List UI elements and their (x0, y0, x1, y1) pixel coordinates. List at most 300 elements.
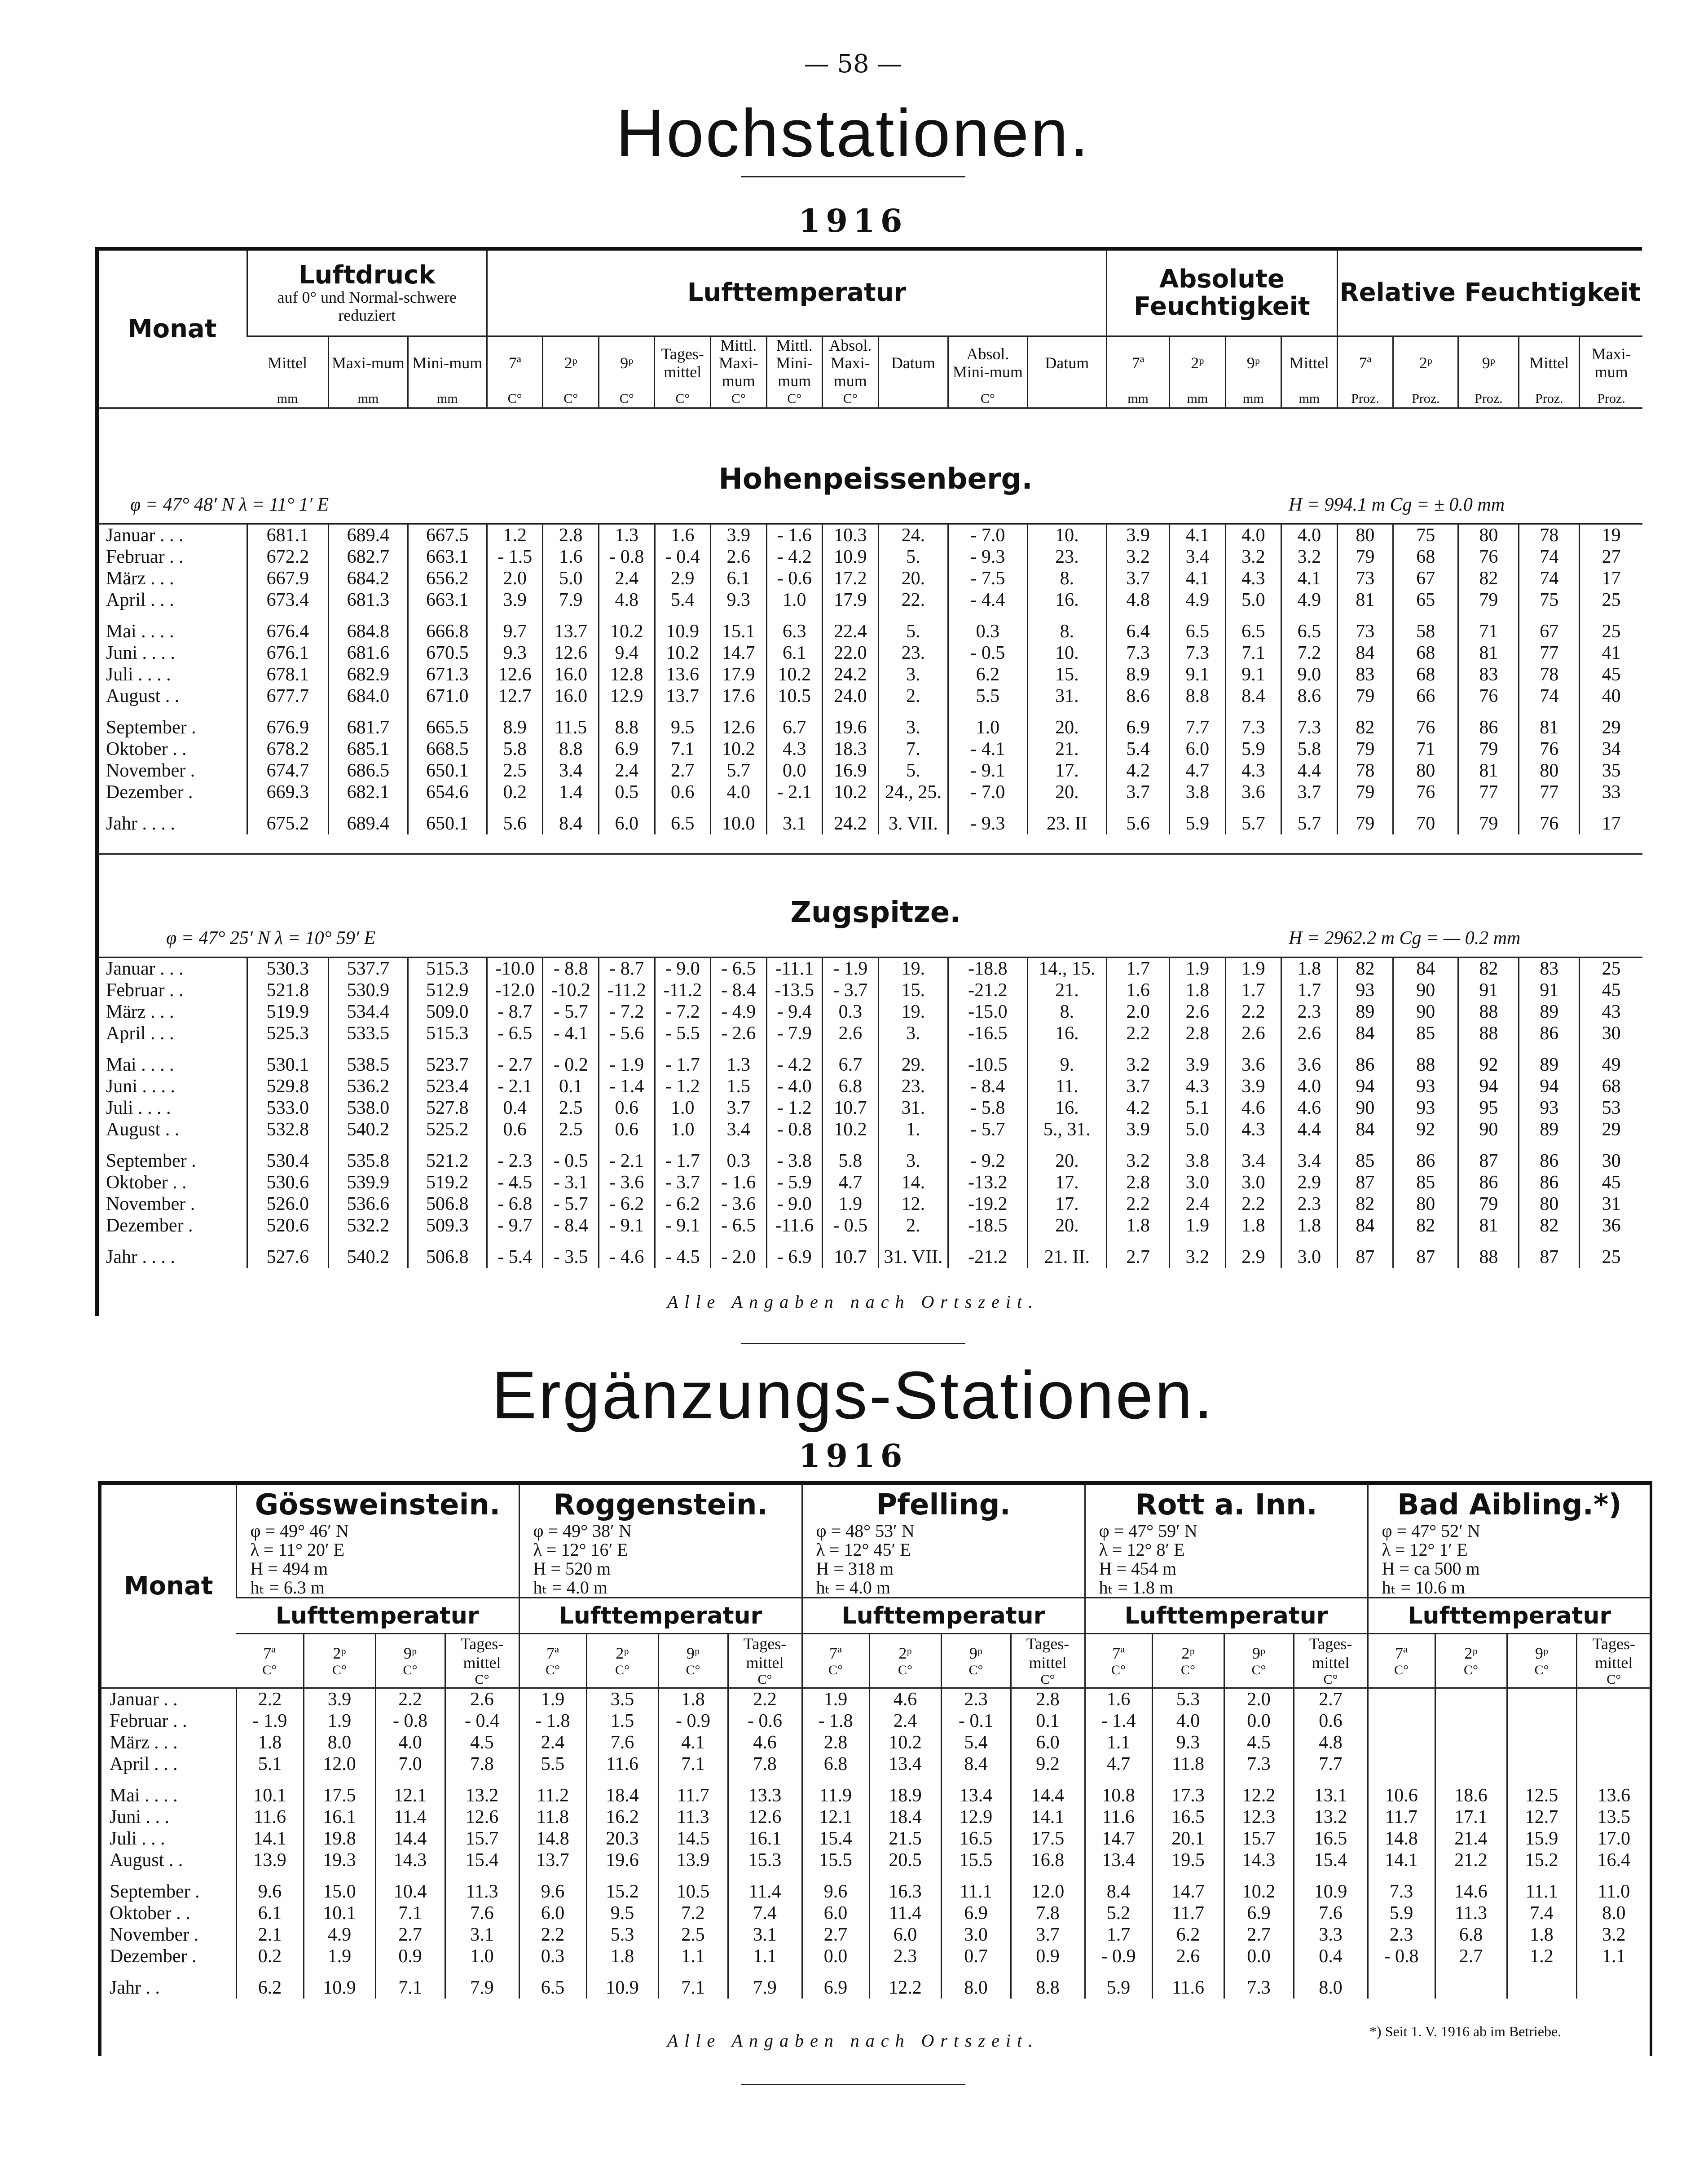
value-cell: 17 (1580, 803, 1642, 834)
erg-col-label: Tages-mittel (460, 1635, 504, 1672)
value-cell (1435, 1753, 1507, 1775)
value-cell: 12.6 (728, 1806, 802, 1828)
value-cell: - 2.1 (766, 781, 823, 803)
value-cell: 90 (1393, 980, 1458, 1001)
value-cell: - 5.8 (948, 1097, 1027, 1119)
col-unit-13: mm (1107, 390, 1170, 408)
value-cell: 2.2 (1225, 1193, 1281, 1215)
value-cell: 532.2 (329, 1215, 408, 1236)
value-cell: 4.4 (1281, 760, 1338, 781)
table-row (98, 1215, 1642, 1236)
value-cell: 21.4 (1435, 1828, 1507, 1849)
value-cell: 1. (878, 1119, 948, 1140)
value-cell: 12.3 (1224, 1806, 1294, 1828)
value-cell: 671.3 (408, 664, 487, 685)
value-cell: 1.0 (655, 1097, 711, 1119)
value-cell: 3.6 (1225, 781, 1281, 803)
value-cell: - 1.6 (711, 1172, 767, 1193)
col-unit-4: C° (543, 390, 599, 408)
value-cell: 15.4 (1294, 1849, 1368, 1871)
value-cell: 94 (1337, 1076, 1393, 1097)
value-cell: 2.3 (1281, 1001, 1338, 1023)
erg-col-head (941, 1634, 1011, 1688)
value-cell: 5.8 (487, 738, 543, 760)
value-cell: 1.3 (711, 1044, 767, 1076)
value-cell: 11.4 (869, 1902, 941, 1924)
value-cell: 10.7 (823, 1097, 879, 1119)
value-cell: 530.9 (329, 980, 408, 1001)
value-cell: 74 (1519, 568, 1580, 589)
value-cell: 3. (878, 664, 948, 685)
value-cell: 4.0 (1281, 1076, 1338, 1097)
value-cell: 2.7 (655, 760, 711, 781)
table-row (98, 980, 1642, 1001)
value-cell: - 5.6 (599, 1023, 655, 1044)
value-cell: - 4.5 (655, 1236, 711, 1268)
value-cell: 3.2 (1281, 546, 1338, 568)
value-cell (1507, 1753, 1576, 1775)
value-cell: 8.8 (599, 707, 655, 738)
col-unit-18: Proz. (1393, 390, 1458, 408)
value-cell: 8.6 (1281, 685, 1338, 707)
value-cell: -10.0 (487, 958, 543, 980)
value-cell: 17. (1027, 1193, 1106, 1215)
value-cell: - 8.7 (599, 958, 655, 980)
lufttemperatur-label: Lufttemperatur (1085, 1598, 1368, 1634)
value-cell: 79 (1337, 685, 1393, 707)
value-cell: 13.2 (445, 1775, 519, 1806)
value-cell: 4.7 (1170, 760, 1226, 781)
value-cell: 11.1 (941, 1871, 1011, 1902)
value-cell: 14.8 (1368, 1828, 1435, 1849)
value-cell: 81 (1458, 642, 1519, 664)
value-cell: - 1.9 (236, 1710, 304, 1732)
value-cell: 92 (1393, 1119, 1458, 1140)
col-head-18: 2ᵖ (1393, 336, 1458, 390)
value-cell: 10.9 (823, 546, 879, 568)
value-cell: 2.7 (1107, 1236, 1170, 1268)
table-row (101, 1828, 1651, 1849)
value-cell: 23. (878, 1076, 948, 1097)
value-cell: 14.1 (1011, 1806, 1085, 1828)
value-cell: 85 (1393, 1172, 1458, 1193)
value-cell: 1.5 (586, 1710, 658, 1732)
month-cell: Dezember . (106, 782, 193, 803)
value-cell: - 1.4 (1085, 1710, 1152, 1732)
value-cell: 7.2 (1281, 642, 1338, 664)
col-unit-12 (1027, 390, 1106, 408)
year-1916-erg: 1916 (798, 1437, 908, 1474)
value-cell: 4.9 (304, 1924, 375, 1946)
erg-col-label: 7ª (1395, 1644, 1408, 1662)
value-cell: - 4.0 (766, 1076, 823, 1097)
value-cell: 5. (878, 760, 948, 781)
value-cell: 529.8 (247, 1076, 329, 1097)
value-cell: 5.0 (1225, 589, 1281, 611)
value-cell: 4.4 (1281, 1119, 1338, 1140)
erg-col-head (728, 1634, 802, 1688)
value-cell: 13.4 (941, 1775, 1011, 1806)
value-cell: 3.2 (1107, 1140, 1170, 1172)
value-cell: 31. VII. (878, 1236, 948, 1268)
value-cell: 1.8 (1107, 1215, 1170, 1236)
col-unit-2: mm (408, 390, 487, 408)
value-cell: 17.9 (823, 589, 879, 611)
value-cell: 2.6 (711, 546, 767, 568)
value-cell: 532.8 (247, 1119, 329, 1140)
value-cell: 3.2 (1225, 546, 1281, 568)
col-unit-3: C° (487, 390, 543, 408)
value-cell: 35 (1580, 760, 1642, 781)
value-cell: 3.4 (711, 1119, 767, 1140)
value-cell: 3.4 (543, 760, 599, 781)
col-head-9: Absol. Maxi-mum (823, 336, 879, 390)
value-cell: 0.6 (599, 1119, 655, 1140)
value-cell: 3.9 (1225, 1076, 1281, 1097)
value-cell: 6.0 (802, 1902, 869, 1924)
station-ht: hₜ = 4.0 m (816, 1577, 890, 1597)
value-cell: 84 (1337, 642, 1393, 664)
value-cell: - 2.1 (487, 1076, 543, 1097)
value-cell: 10. (1027, 642, 1106, 664)
value-cell: 76 (1393, 707, 1458, 738)
erg-col-head (1085, 1634, 1152, 1688)
value-cell: 684.8 (329, 611, 408, 642)
value-cell: - 6.9 (766, 1236, 823, 1268)
value-cell: 4.7 (1085, 1753, 1152, 1775)
col-head-16: Mittel (1281, 336, 1338, 390)
value-cell: 6.5 (655, 803, 711, 834)
value-cell: 78 (1337, 760, 1393, 781)
value-cell: 12.6 (711, 707, 767, 738)
value-cell: 15. (1027, 664, 1106, 685)
value-cell: 2.0 (487, 568, 543, 589)
value-cell: 82 (1337, 707, 1393, 738)
month-cell: Jahr . . . . (106, 1247, 175, 1267)
value-cell: 2.3 (941, 1689, 1011, 1710)
value-cell: 3. (878, 707, 948, 738)
value-cell: 29. (878, 1044, 948, 1076)
value-cell: - 0.5 (543, 1140, 599, 1172)
divider (98, 853, 1642, 855)
value-cell: 3.7 (711, 1097, 767, 1119)
value-cell: 11.6 (1085, 1806, 1152, 1828)
value-cell: 4.3 (766, 738, 823, 760)
value-cell: 18.6 (1435, 1775, 1507, 1806)
value-cell: 65 (1393, 589, 1458, 611)
value-cell: 2.5 (543, 1097, 599, 1119)
value-cell: 2.9 (1225, 1236, 1281, 1268)
value-cell: 2.6 (1225, 1023, 1281, 1044)
value-cell (1368, 1689, 1435, 1710)
month-cell: Januar . . . (106, 525, 184, 546)
value-cell: 10. (1027, 524, 1106, 547)
value-cell: 4.0 (711, 781, 767, 803)
value-cell: 3.7 (1107, 568, 1170, 589)
value-cell: - 4.5 (487, 1172, 543, 1193)
value-cell: 6.9 (1224, 1902, 1294, 1924)
month-cell: Juni . . . . (106, 643, 176, 663)
value-cell: 674.7 (247, 760, 329, 781)
value-cell: 19.6 (823, 707, 879, 738)
value-cell: -10.5 (948, 1044, 1027, 1076)
table-row (98, 1193, 1642, 1215)
value-cell: 12.5 (1507, 1775, 1576, 1806)
value-cell: 93 (1393, 1076, 1458, 1097)
value-cell: 4.5 (445, 1732, 519, 1753)
month-cell: Mai . . . . (110, 1785, 178, 1806)
value-cell: 12. (878, 1193, 948, 1215)
value-cell: 80 (1393, 1193, 1458, 1215)
value-cell: 15.9 (1507, 1828, 1576, 1849)
value-cell: 24. (878, 524, 948, 547)
value-cell: 1.8 (1281, 958, 1338, 980)
value-cell: 19. (878, 1001, 948, 1023)
value-cell: 540.2 (329, 1236, 408, 1268)
col-head-1: Maxi-mum (329, 336, 408, 390)
value-cell: 3.9 (1170, 1044, 1226, 1076)
erg-col-unit: C° (475, 1672, 489, 1687)
table-row (98, 524, 1642, 547)
erg-col-label: 7ª (263, 1644, 276, 1662)
erg-col-unit: C° (898, 1663, 912, 1677)
value-cell: 41 (1580, 642, 1642, 664)
value-cell (1507, 1967, 1576, 1999)
value-cell: 14.1 (236, 1828, 304, 1849)
value-cell: 83 (1458, 664, 1519, 685)
value-cell: 3.3 (1294, 1924, 1368, 1946)
value-cell: 11.3 (445, 1871, 519, 1902)
table-row (101, 1710, 1651, 1732)
value-cell: 84 (1337, 1215, 1393, 1236)
value-cell: 2.1 (236, 1924, 304, 1946)
value-cell: 8.4 (941, 1753, 1011, 1775)
value-cell: 0.6 (599, 1097, 655, 1119)
value-cell: 15.7 (445, 1828, 519, 1849)
value-cell: - 1.4 (599, 1076, 655, 1097)
value-cell: 89 (1519, 1001, 1580, 1023)
value-cell: 538.0 (329, 1097, 408, 1119)
value-cell: 2.7 (1294, 1689, 1368, 1710)
value-cell: 7.6 (445, 1902, 519, 1924)
value-cell: 7.1 (1225, 642, 1281, 664)
value-cell: 1.8 (1170, 980, 1226, 1001)
col-unit-9: C° (823, 390, 879, 408)
value-cell: 9.6 (519, 1871, 586, 1902)
value-cell: 33 (1580, 781, 1642, 803)
value-cell: 663.1 (408, 546, 487, 568)
value-cell (1435, 1732, 1507, 1753)
value-cell: 509.3 (408, 1215, 487, 1236)
erg-col-head (1294, 1634, 1368, 1688)
erg-col-unit: C° (1607, 1672, 1621, 1687)
value-cell: 4.6 (869, 1689, 941, 1710)
value-cell: 13.7 (655, 685, 711, 707)
value-cell: 79 (1458, 803, 1519, 834)
value-cell: 87 (1458, 1140, 1519, 1172)
erg-col-monat: Monat (101, 1485, 236, 1688)
month-cell: Mai . . . . (106, 621, 174, 642)
table-erganzungs (101, 1689, 1651, 1999)
station-c1: φ = 48° 53′ N (816, 1521, 915, 1541)
value-cell: 11.4 (728, 1871, 802, 1902)
value-cell: 650.1 (408, 803, 487, 834)
table-row (98, 664, 1642, 685)
value-cell: - 7.0 (948, 524, 1027, 547)
value-cell: 10.4 (375, 1871, 445, 1902)
value-cell: 6.0 (519, 1902, 586, 1924)
value-cell: 5.8 (1281, 738, 1338, 760)
value-cell: 682.9 (329, 664, 408, 685)
value-cell: - 0.9 (658, 1710, 728, 1732)
value-cell: 5.6 (487, 803, 543, 834)
value-cell: 16.0 (543, 664, 599, 685)
value-cell: 12.0 (1011, 1871, 1085, 1902)
value-cell: 1.6 (543, 546, 599, 568)
luftdruck-sub: auf 0° und Normal-schwere reduziert (277, 288, 457, 325)
value-cell: 24., 25. (878, 781, 948, 803)
value-cell: 18.4 (869, 1806, 941, 1828)
col-head-7: Mittl. Maxi-mum (710, 336, 766, 390)
value-cell: 1.7 (1085, 1924, 1152, 1946)
value-cell: 78 (1519, 524, 1580, 547)
value-cell: 91 (1458, 980, 1519, 1001)
value-cell: 81 (1337, 589, 1393, 611)
value-cell: 90 (1458, 1119, 1519, 1140)
value-cell: 3.8 (1170, 1140, 1226, 1172)
value-cell: 10.9 (586, 1967, 658, 1999)
value-cell: 30 (1580, 1023, 1642, 1044)
value-cell: 2.3 (1368, 1924, 1435, 1946)
value-cell: 43 (1580, 1001, 1642, 1023)
value-cell: 7.7 (1294, 1753, 1368, 1775)
erg-col-label: 7ª (829, 1644, 842, 1662)
value-cell: 89 (1519, 1044, 1580, 1076)
col-head-12: Datum (1027, 336, 1106, 390)
value-cell: 16.0 (543, 685, 599, 707)
erg-col-unit: C° (403, 1663, 418, 1677)
value-cell: 15. (878, 980, 948, 1001)
value-cell: 11.2 (519, 1775, 586, 1806)
value-cell: - 6.8 (487, 1193, 543, 1215)
value-cell: 10.9 (655, 611, 711, 642)
value-cell: -16.5 (948, 1023, 1027, 1044)
value-cell: 9.3 (711, 589, 767, 611)
value-cell: 10.2 (823, 1119, 879, 1140)
value-cell: 3.4 (1225, 1140, 1281, 1172)
value-cell: 1.1 (1576, 1946, 1651, 1967)
value-cell: 86 (1458, 1172, 1519, 1193)
luftdruck-label: Luftdruck (298, 260, 436, 290)
value-cell: 533.0 (247, 1097, 329, 1119)
value-cell: 4.0 (1225, 524, 1281, 547)
value-cell: 6.5 (1281, 611, 1338, 642)
month-cell: Juli . . . . (106, 664, 171, 685)
value-cell: 2.5 (487, 760, 543, 781)
value-cell: -18.5 (948, 1215, 1027, 1236)
value-cell: 71 (1393, 738, 1458, 760)
value-cell: - 1.6 (766, 524, 823, 547)
value-cell: 7.8 (1011, 1902, 1085, 1924)
value-cell: - 1.2 (655, 1076, 711, 1097)
value-cell: 9.6 (236, 1871, 304, 1902)
value-cell: 3.1 (766, 803, 823, 834)
value-cell: 78 (1519, 664, 1580, 685)
erg-col-head (1507, 1634, 1576, 1688)
value-cell: 18.4 (586, 1775, 658, 1806)
erg-table-header (101, 1485, 1651, 1689)
value-cell: 515.3 (408, 958, 487, 980)
value-cell: 1.7 (1225, 980, 1281, 1001)
value-cell (1368, 1710, 1435, 1732)
erg-col-label: Tages-mittel (1309, 1635, 1352, 1672)
value-cell: 85 (1337, 1140, 1393, 1172)
erg-col-label: 9ᵖ (969, 1644, 983, 1662)
table-row (98, 958, 1642, 980)
value-cell: 86 (1458, 707, 1519, 738)
value-cell: 520.6 (247, 1215, 329, 1236)
value-cell: 8. (1027, 611, 1106, 642)
value-cell: 3.7 (1107, 781, 1170, 803)
value-cell: 530.1 (247, 1044, 329, 1076)
value-cell: 13.7 (543, 611, 599, 642)
value-cell: 1.9 (1225, 958, 1281, 980)
year-1916: 1916 (798, 202, 908, 239)
value-cell: 4.9 (1281, 589, 1338, 611)
value-cell: 676.9 (247, 707, 329, 738)
value-cell: 4.2 (1107, 1097, 1170, 1119)
value-cell: 678.1 (247, 664, 329, 685)
station-ht: hₜ = 1.8 m (1099, 1577, 1173, 1597)
month-cell: Januar . . . (106, 958, 184, 979)
station-header (802, 1485, 1085, 1598)
station-name: Pfelling. (876, 1488, 1011, 1522)
value-cell: 88 (1458, 1001, 1519, 1023)
value-cell: 521.2 (408, 1140, 487, 1172)
value-cell: 15.5 (941, 1849, 1011, 1871)
value-cell: 21. (1027, 738, 1106, 760)
value-cell: 4.6 (728, 1732, 802, 1753)
col-head-8: Mittl. Mini-mum (766, 336, 823, 390)
value-cell: 76 (1458, 685, 1519, 707)
value-cell: 12.2 (869, 1967, 941, 1999)
value-cell: - 8.4 (948, 1076, 1027, 1097)
value-cell: 8.0 (1294, 1967, 1368, 1999)
value-cell: 12.6 (487, 664, 543, 685)
value-cell: 10.2 (823, 781, 879, 803)
value-cell: 16.1 (304, 1806, 375, 1828)
table-row (98, 1140, 1642, 1172)
value-cell: -11.6 (766, 1215, 823, 1236)
table-row (98, 760, 1642, 781)
value-cell: 14.7 (711, 642, 767, 664)
value-cell: 523.4 (408, 1076, 487, 1097)
value-cell: 91 (1519, 980, 1580, 1001)
col-luftdruck (247, 251, 487, 336)
value-cell: 3.2 (1107, 1044, 1170, 1076)
value-cell: 10.8 (1085, 1775, 1152, 1806)
value-cell: 10.2 (766, 664, 823, 685)
erg-col-label: 7ª (1112, 1644, 1125, 1662)
value-cell: 1.8 (1225, 1215, 1281, 1236)
value-cell: - 5.7 (543, 1193, 599, 1215)
value-cell: 3.2 (1576, 1924, 1651, 1946)
value-cell: 5.9 (1225, 738, 1281, 760)
value-cell: 673.4 (247, 589, 329, 611)
value-cell: 506.8 (408, 1236, 487, 1268)
value-cell: 2.2 (236, 1689, 304, 1710)
value-cell: 6.9 (802, 1967, 869, 1999)
